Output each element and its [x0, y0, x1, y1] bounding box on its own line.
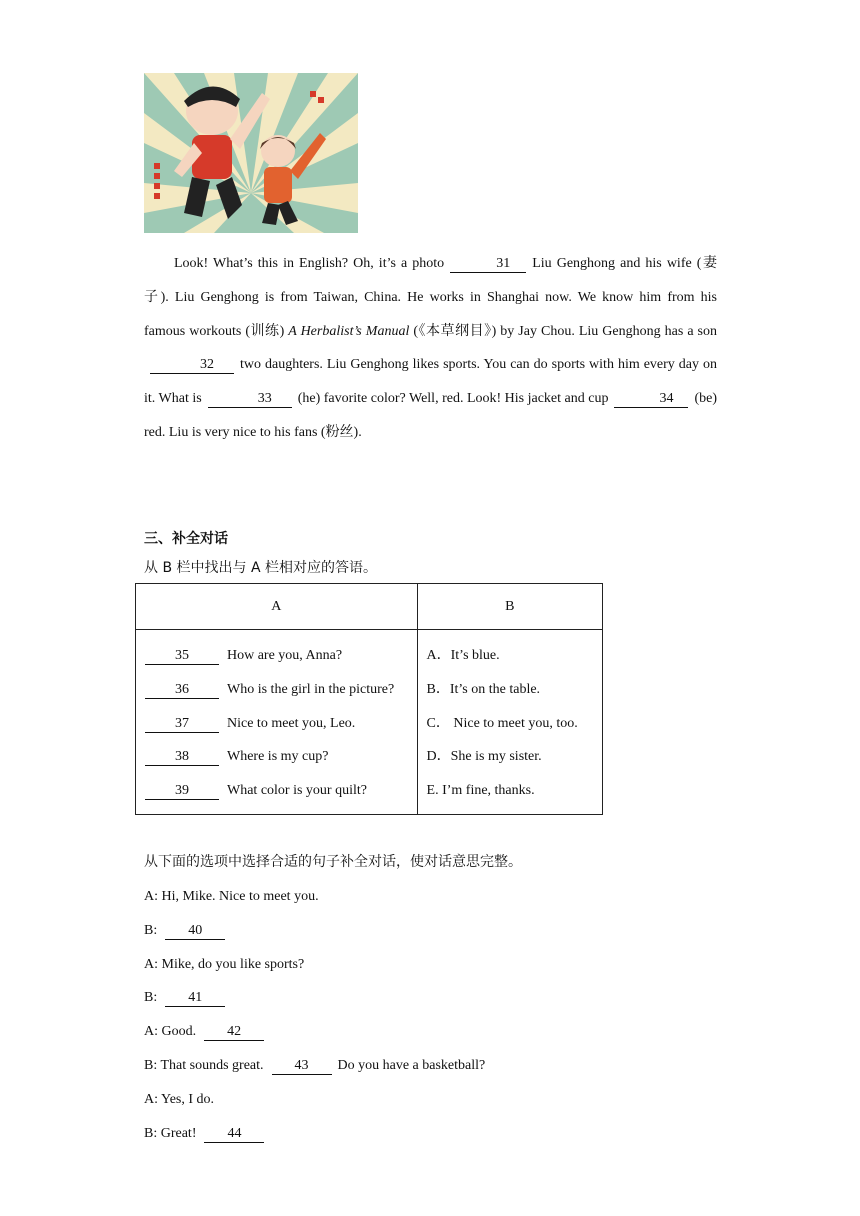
question-text: What color is your quilt?	[227, 783, 367, 799]
question-row	[145, 639, 417, 673]
column-a-header: A	[136, 584, 418, 630]
blank-36[interactable]: 36	[145, 682, 219, 699]
blank-42[interactable]: 42	[204, 1024, 264, 1041]
blank-37[interactable]: 37	[145, 716, 219, 733]
cartoon-image	[144, 73, 358, 233]
reading-passage	[144, 247, 717, 450]
dialog-text: B:	[144, 990, 158, 1006]
blank-32[interactable]: 32	[150, 357, 234, 374]
answer-option: B．It’s on the table.	[426, 681, 541, 697]
passage-text: (he) favorite color? Well, red. Look! His jacket and cup	[297, 391, 609, 407]
dialog-text: B: That sounds great.	[144, 1057, 264, 1073]
blank-41[interactable]: 41	[165, 990, 225, 1007]
dialog-text: B:	[144, 922, 158, 938]
dialog-text: Do you have a basketball?	[337, 1057, 486, 1073]
blank-35[interactable]: 35	[145, 648, 219, 665]
question-row	[145, 673, 417, 707]
blank-44[interactable]: 44	[204, 1126, 264, 1143]
question-text: How are you, Anna?	[227, 648, 343, 663]
dialog-line	[144, 1083, 485, 1117]
blank-43[interactable]: 43	[272, 1058, 332, 1075]
blank-38[interactable]: 38	[145, 749, 219, 766]
passage-text: Look! What’s this in English? Oh, it’s a photo	[174, 256, 445, 271]
dialog-line	[144, 880, 485, 914]
answer-option: E. I’m fine, thanks.	[426, 783, 535, 799]
table-header-row	[136, 584, 603, 630]
question-row	[145, 707, 417, 741]
matching-table	[135, 583, 603, 815]
section-title: 三、补全对话	[144, 531, 228, 547]
question-text: Nice to meet you, Leo.	[227, 715, 356, 731]
blank-33[interactable]: 33	[208, 391, 292, 408]
question-text: Where is my cup?	[227, 749, 329, 765]
answer-option: D．She is my sister.	[426, 749, 542, 765]
dialog-line	[144, 1015, 485, 1049]
answer-option: A．It’s blue.	[426, 648, 500, 663]
dialog-line	[144, 914, 485, 948]
dialog-line	[144, 981, 485, 1015]
blank-39[interactable]: 39	[145, 783, 219, 800]
blank-34[interactable]: 34	[614, 391, 688, 408]
passage-text: (《本草纲目》) by Jay Chou. Liu Genghong has a son	[413, 323, 717, 339]
column-b-cell	[417, 630, 602, 815]
question-row	[145, 740, 417, 774]
column-b-header: B	[417, 584, 602, 630]
dialog-text: A: Good.	[144, 1024, 197, 1040]
column-a-cell	[136, 630, 418, 815]
passage-text: Liu Genghong and his wife (妻子). Liu Genghong is from Taiwan, China. He works in Shanghai now. We know him from his famous workouts (训练)	[144, 256, 718, 339]
dialog-line	[144, 1117, 485, 1151]
passage-text: two daughters. Liu Genghong likes sports. You can do sports with him every day on it. What is	[144, 357, 717, 407]
song-title: A Herbalist’s Manual	[288, 323, 410, 339]
illustration-photo	[144, 73, 358, 233]
table-body-row	[136, 630, 603, 815]
answer-option: C． Nice to meet you, too.	[426, 715, 578, 731]
dialog-text: A: Hi, Mike. Nice to meet you.	[144, 889, 319, 904]
section-instruction: 从 B 栏中找出与 A 栏相对应的答语。	[144, 560, 377, 576]
dialog-block	[144, 880, 485, 1150]
dialog-instruction: 从下面的选项中选择合适的句子补全对话，使对话意思完整。	[144, 854, 522, 870]
dialog-line	[144, 948, 485, 982]
blank-31[interactable]: 31	[450, 256, 526, 273]
question-row	[145, 774, 417, 808]
dialog-text: A: Mike, do you like sports?	[144, 956, 305, 972]
passage-paragraph	[144, 247, 717, 450]
blank-40[interactable]: 40	[165, 923, 225, 940]
question-text: Who is the girl in the picture?	[227, 681, 395, 697]
dialog-text: B: Great!	[144, 1125, 197, 1141]
dialog-line	[144, 1049, 485, 1083]
dialog-text: A: Yes, I do.	[144, 1091, 215, 1107]
passage-text: (be) red. Liu is very nice to his fans (粉丝).	[144, 391, 718, 440]
